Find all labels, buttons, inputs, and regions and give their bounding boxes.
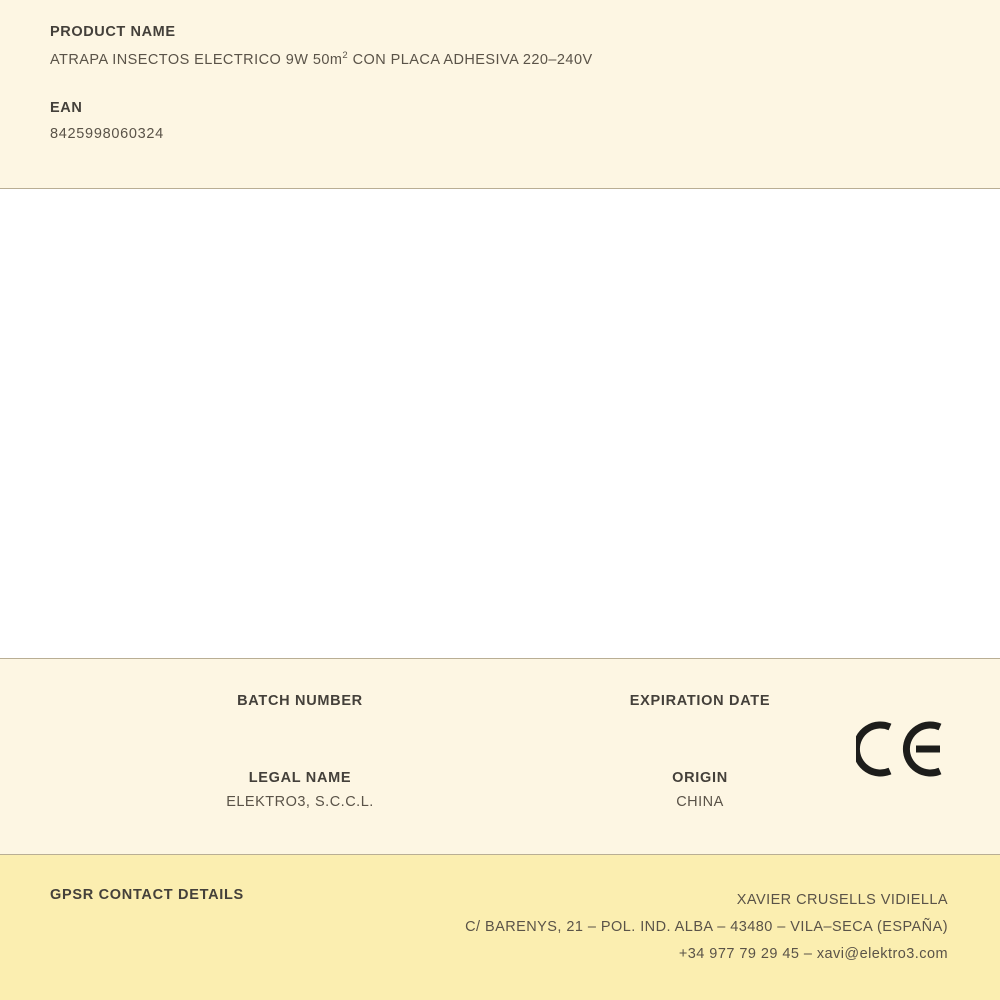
batch-number-cell: [150, 693, 450, 734]
legal-name-cell: [150, 770, 450, 811]
ean-label: EAN: [50, 99, 83, 116]
gpsr-contact-details: [465, 887, 948, 968]
legal-name-value: ELEKTRO3, S.C.C.L.: [226, 794, 374, 810]
ean-value: 8425998060324: [50, 125, 164, 142]
product-info-block: [0, 0, 1000, 189]
product-name-label: PRODUCT NAME: [50, 24, 176, 40]
gpsr-contact-label: GPSR CONTACT DETAILS: [50, 887, 244, 903]
batch-number-value: [150, 717, 450, 734]
gpsr-contact-phone-email: +34 977 79 29 45 – xavi@elektro3.com: [678, 946, 948, 962]
product-name-value: [50, 50, 950, 68]
ce-mark-icon: [856, 719, 946, 779]
expiration-date-cell: [550, 693, 850, 734]
blank-content-area: [0, 189, 1000, 659]
batch-number-label: BATCH NUMBER: [237, 693, 363, 709]
expiration-date-label: EXPIRATION DATE: [629, 693, 771, 709]
batch-legal-info-block: [0, 659, 1000, 855]
expiration-date-value: [550, 717, 850, 734]
origin-value: CHINA: [676, 794, 724, 810]
product-name-text-suffix: CON PLACA ADHESIVA 220–240V: [348, 51, 593, 68]
origin-cell: [550, 770, 850, 811]
product-name-text: ATRAPA INSECTOS ELECTRICO 9W 50m: [50, 51, 343, 68]
gpsr-contact-block: [0, 855, 1000, 1000]
gpsr-contact-address: C/ BARENYS, 21 – POL. IND. ALBA – 43480 – VILA–SECA (ESPAÑA): [465, 919, 948, 935]
gpsr-contact-name: XAVIER CRUSELLS VIDIELLA: [736, 892, 948, 908]
batch-expiration-row: [0, 659, 1000, 734]
product-name-superscript: 2: [342, 50, 349, 61]
legal-origin-row: [0, 734, 1000, 811]
origin-label: ORIGIN: [672, 770, 728, 786]
legal-name-label: LEGAL NAME: [248, 770, 352, 786]
ean-group: [50, 100, 950, 142]
